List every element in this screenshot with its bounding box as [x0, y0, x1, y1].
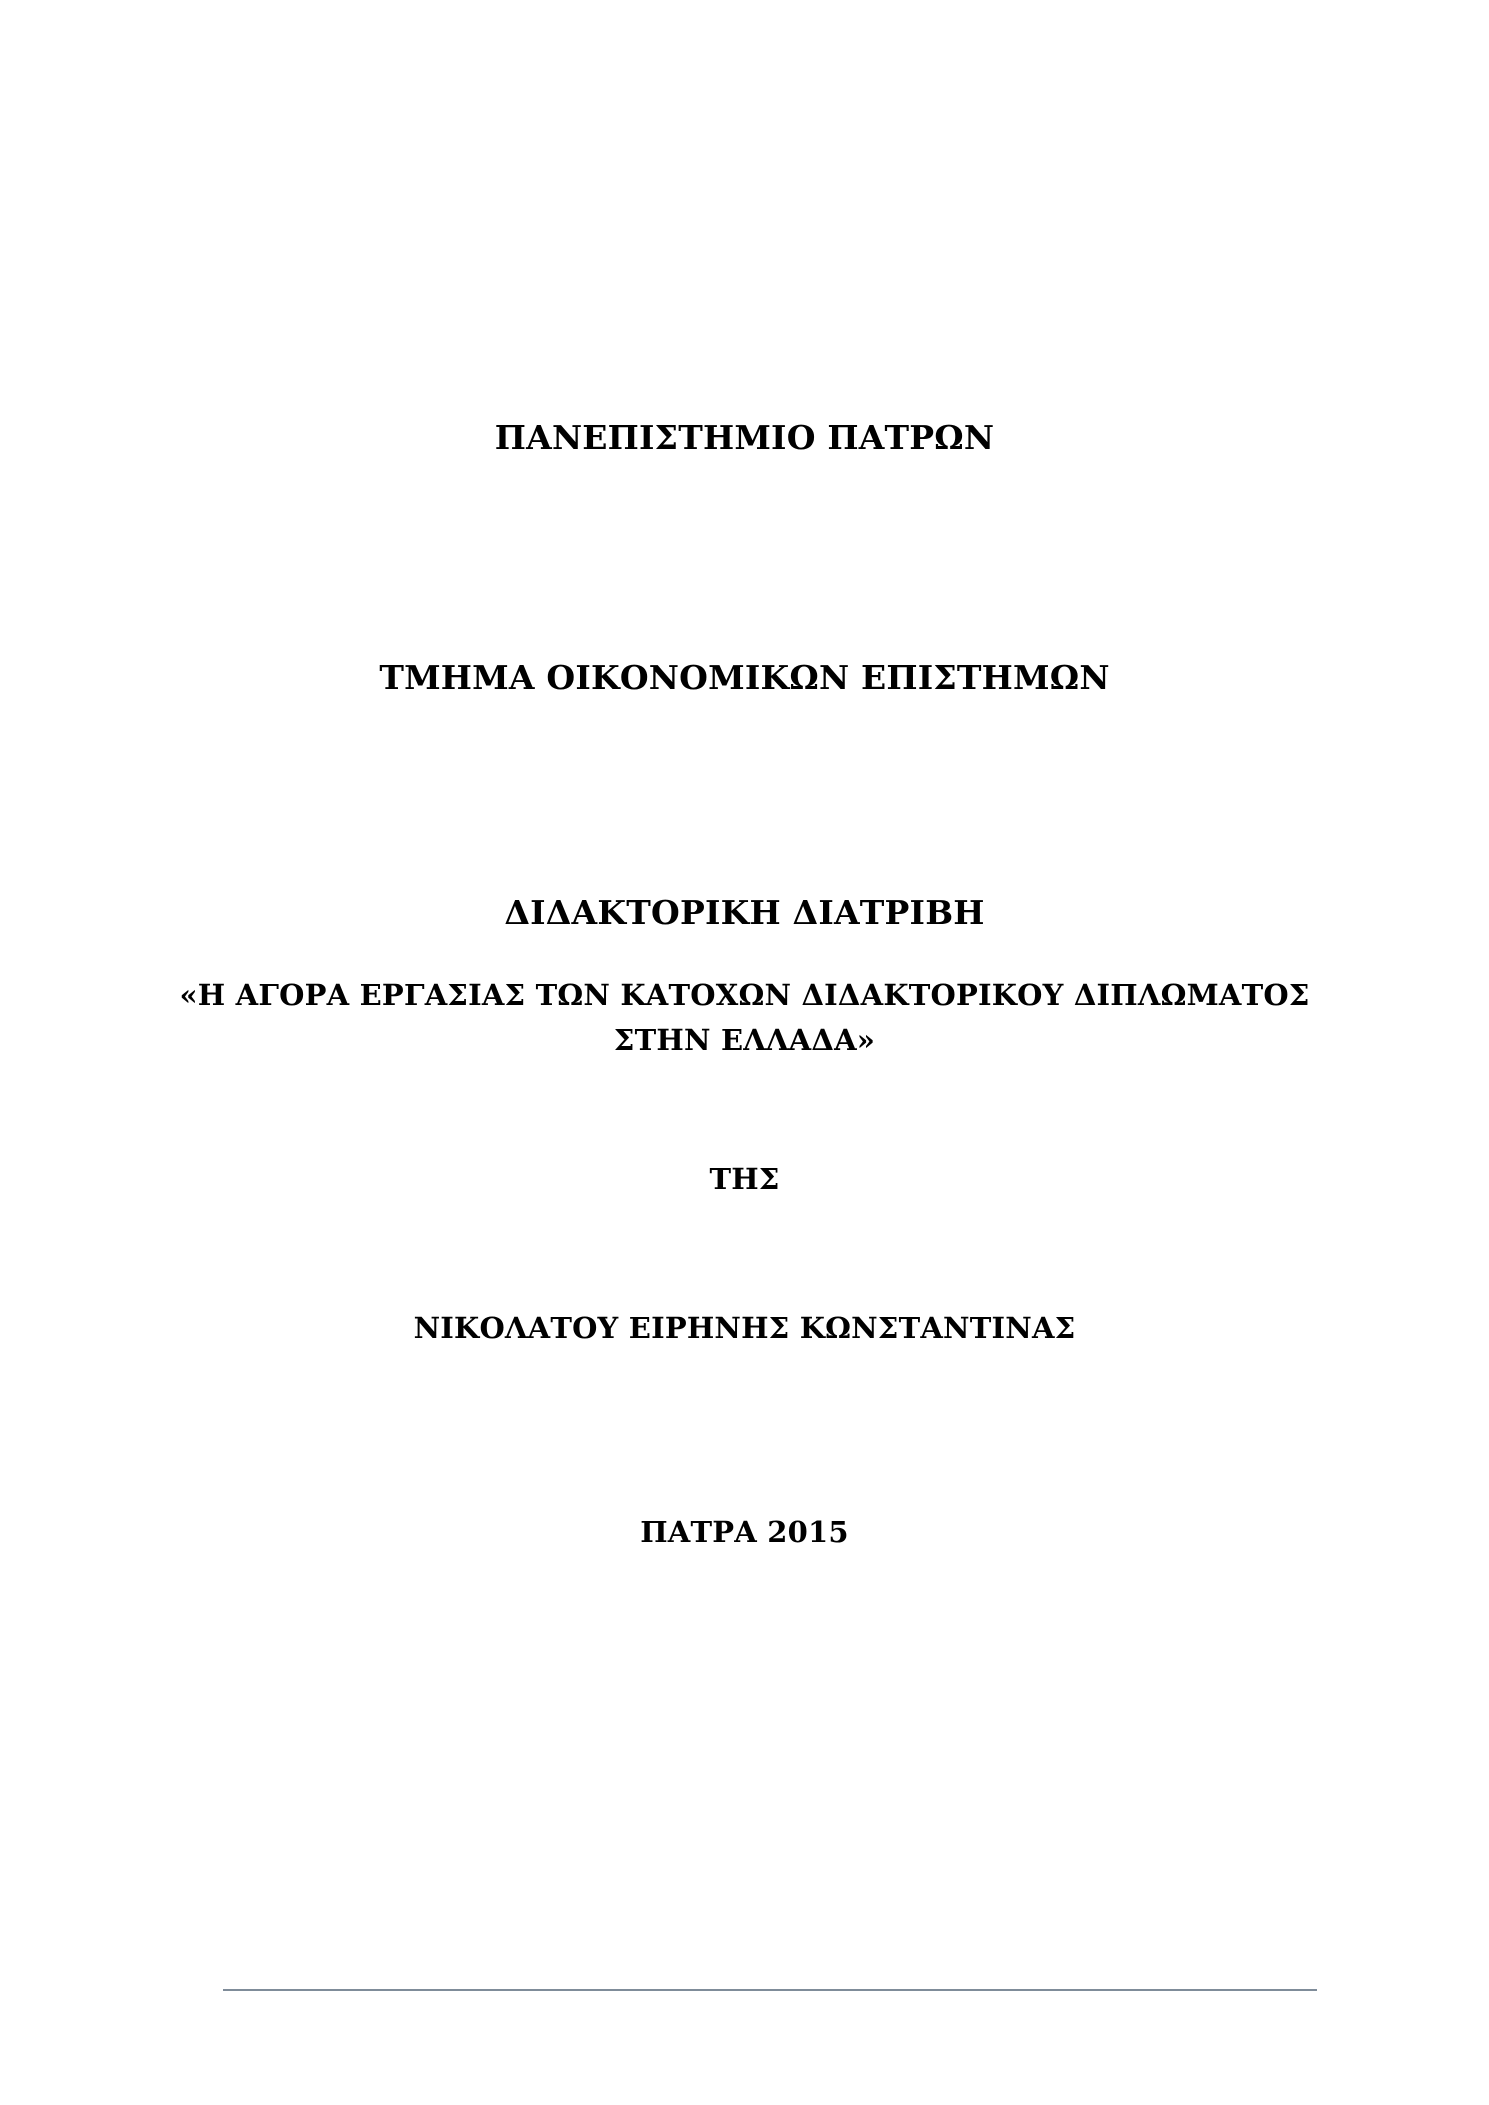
document-type: ΔΙΔΑΚΤΟΡΙΚΗ ΔΙΑΤΡΙΒΗ — [504, 893, 985, 932]
author-name: ΝΙΚΟΛΑΤΟΥ ΕΙΡΗΝΗΣ ΚΩΝΣΤΑΝΤΙΝΑΣ — [413, 1311, 1076, 1345]
thesis-title-line-2: ΣΤΗΝ ΕΛΛΑΔΑ» — [613, 1023, 876, 1057]
department-name: ΤΜΗΜΑ ΟΙΚΟΝΟΜΙΚΩΝ ΕΠΙΣΤΗΜΩΝ — [379, 658, 1110, 697]
footer-divider — [223, 1989, 1317, 1991]
author-preposition: ΤΗΣ — [709, 1162, 780, 1196]
place-and-year: ΠΑΤΡΑ 2015 — [640, 1515, 849, 1549]
thesis-title-line-1: «Η ΑΓΟΡΑ ΕΡΓΑΣΙΑΣ ΤΩΝ ΚΑΤΟΧΩΝ ΔΙΔΑΚΤΟΡΙΚΟΥ ΔΙΠΛΩΜΑΤΟΣ — [179, 978, 1310, 1012]
university-name: ΠΑΝΕΠΙΣΤΗΜΙΟ ΠΑΤΡΩΝ — [494, 418, 995, 457]
